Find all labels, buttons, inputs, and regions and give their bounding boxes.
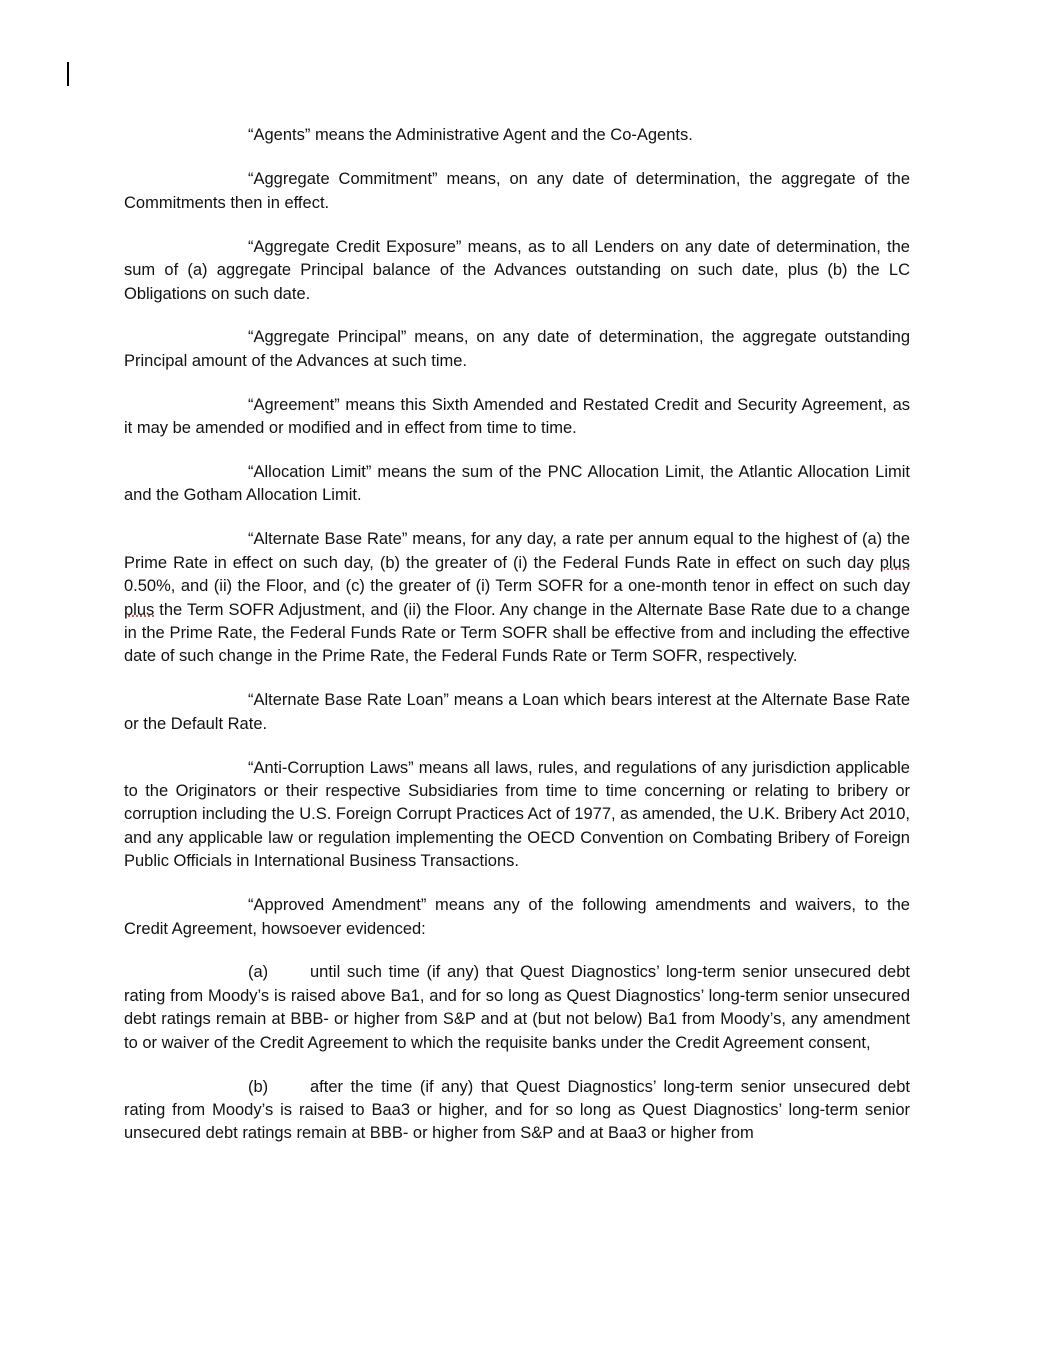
abr-plus-2: plus xyxy=(124,600,155,619)
definition-aggregate-principal: “Aggregate Principal” means, on any date of determination, the aggregate outstanding Principal amount of the Advances at such time. xyxy=(124,328,910,370)
definition-allocation-limit: “Allocation Limit” means the sum of the PNC Allocation Limit, the Atlantic Allocation Limit and the Gotham Allocation Limit. xyxy=(124,463,910,505)
definition-anti-corruption-laws: “Anti-Corruption Laws” means all laws, rules, and regulations of any jurisdiction applicable to the Originators or their respective Subsidiaries from time to time concerning or relating to bribery or corruption including the U.S. Foreign Corrupt Practices Act of 1977, as amended, the U.K. Bribery Act 2010, and any applicable law or regulation implementing the OECD Convention on Combating Bribery of Foreign Public Officials in International Business Transactions. xyxy=(124,758,910,871)
definition-alternate-base-rate xyxy=(124,528,910,668)
definition-approved-amendment: “Approved Amendment” means any of the following amendments and waivers, to the Credit Agreement, howsoever evidenced: xyxy=(124,896,910,938)
abr-text-2: 0.50%, and (ii) the Floor, and (c) the greater of (i) Term SOFR for a one-month tenor in effect on such day xyxy=(124,577,910,596)
definition-agreement: “Agreement” means this Sixth Amended and Restated Credit and Security Agreement, as it may be amended or modified and in effect from time to time. xyxy=(124,395,910,438)
abr-text-1: “Alternate Base Rate” means, for any day, a rate per annum equal to the highest of (a) the Prime Rate in effect on such day, (b) the greater of (i) the Federal Funds Rate in effect on such day xyxy=(124,530,910,572)
list-item-text: until such time (if any) that Quest Diagnostics’ long-term senior unsecured debt rating from Moody’s is raised above Ba1, and for so long as Quest Diagnostics’ long-term senior unsecured debt ratings remain at BBB- or higher from S&P and at (but not below) Ba1 from Moody’s, any amendment to or waiver of the Credit Agreement to which the requisite banks under the Credit Agreement consent, xyxy=(124,963,910,1052)
list-item-b xyxy=(124,1076,910,1146)
abr-text-3: the Term SOFR Adjustment, and (ii) the Floor. Any change in the Alternate Base Rate due to a change in the Prime Rate, the Federal Funds Rate or Term SOFR shall be effective from and including the effective date of such change in the Prime Rate, the Federal Funds Rate or Term SOFR, respectively. xyxy=(124,600,910,666)
definition-alternate-base-rate-loan: “Alternate Base Rate Loan” means a Loan which bears interest at the Alternate Base Rate or the Default Rate. xyxy=(124,691,910,733)
definition-aggregate-credit-exposure: “Aggregate Credit Exposure” means, as to all Lenders on any date of determination, the sum of (a) aggregate Principal balance of the Advances outstanding on such date, plus (b) the LC Obligations on such date. xyxy=(124,237,910,303)
document-page xyxy=(124,124,910,1166)
list-item-label: (b) xyxy=(248,1077,269,1096)
list-item-text: after the time (if any) that Quest Diagnostics’ long-term senior unsecured debt rating from Moody’s is raised to Baa3 or higher, and for so long as Quest Diagnostics’ long-term senior unsecured debt ratings remain at BBB- or higher from S&P and at Baa3 or higher from xyxy=(124,1077,910,1143)
list-item-label: (a) xyxy=(248,963,269,982)
definition-agents: “Agents” means the Administrative Agent and the Co-Agents. xyxy=(248,126,693,144)
definition-aggregate-commitment: “Aggregate Commitment” means, on any date of determination, the aggregate of the Commitments then in effect. xyxy=(124,170,910,212)
list-item-a xyxy=(124,961,910,1055)
text-cursor xyxy=(67,62,69,86)
abr-plus-1: plus xyxy=(879,553,910,572)
